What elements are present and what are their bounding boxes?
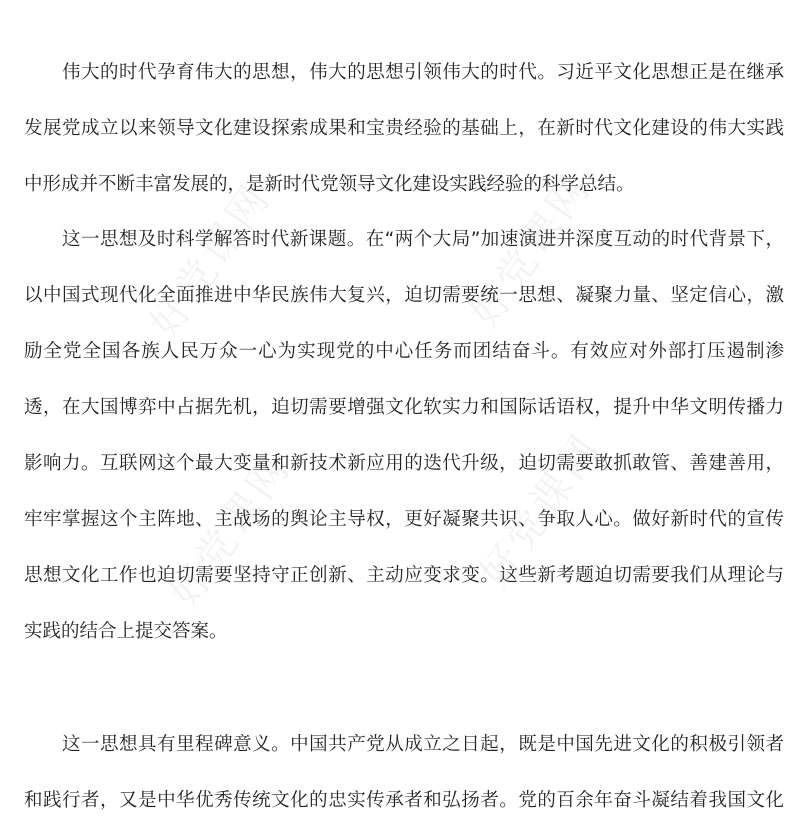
paragraph-line: 发展党成立以来领导文化建设探索成果和宝贵经验的基础上，在新时代文化建设的伟大实践 (24, 118, 784, 139)
paragraph-line: 透，在大国博弈中占据先机，迫切需要增强文化软实力和国际话语权，提升中华文明传播力 (24, 397, 784, 418)
watermark: 好党课网 (461, 165, 601, 336)
watermark: 好党课网 (141, 175, 281, 346)
watermark: 好党课网 (471, 425, 611, 596)
watermark: 好党课网 (161, 445, 301, 616)
paragraph-line: 伟大的时代孕育伟大的思想，伟大的思想引领伟大的时代。习近平文化思想正是在继承 (62, 62, 784, 83)
paragraph-line: 励全党全国各族人民万众一心为实现党的中心任务而团结奋斗。有效应对外部打压遏制渗 (24, 341, 784, 362)
paragraph-line: 这一思想具有里程碑意义。中国共产党从成立之日起，既是中国先进文化的积极引领者 (62, 734, 784, 755)
paragraph-3 (24, 717, 784, 829)
paragraph-line: 牢牢掌握这个主阵地、主战场的舆论主导权，更好凝聚共识、争取人心。做好新时代的宣传 (24, 509, 784, 530)
paragraph-line: 和践行者，又是中华优秀传统文化的忠实传承者和弘扬者。党的百余年奋斗凝结着我国文化 (24, 790, 784, 811)
paragraph-2 (24, 212, 784, 660)
paragraph-1 (24, 45, 784, 213)
paragraph-line: 以中国式现代化全面推进中华民族伟大复兴，迫切需要统一思想、凝聚力量、坚定信心，激 (24, 285, 784, 306)
paragraph-line: 这一思想及时科学解答时代新课题。在“两个大局”加速演进并深度互动的时代背景下， (62, 229, 784, 250)
paragraph-line: 思想文化工作也迫切需要坚持守正创新、主动应变求变。这些新考题迫切需要我们从理论与 (24, 565, 784, 586)
paragraph-line: 影响力。互联网这个最大变量和新技术新应用的迭代升级，迫切需要敢抓敢管、善建善用， (24, 453, 784, 474)
paragraph-line: 中形成并不断丰富发展的，是新时代党领导文化建设实践经验的科学总结。 (24, 174, 635, 195)
paragraph-line: 实践的结合上提交答案。 (24, 621, 228, 642)
